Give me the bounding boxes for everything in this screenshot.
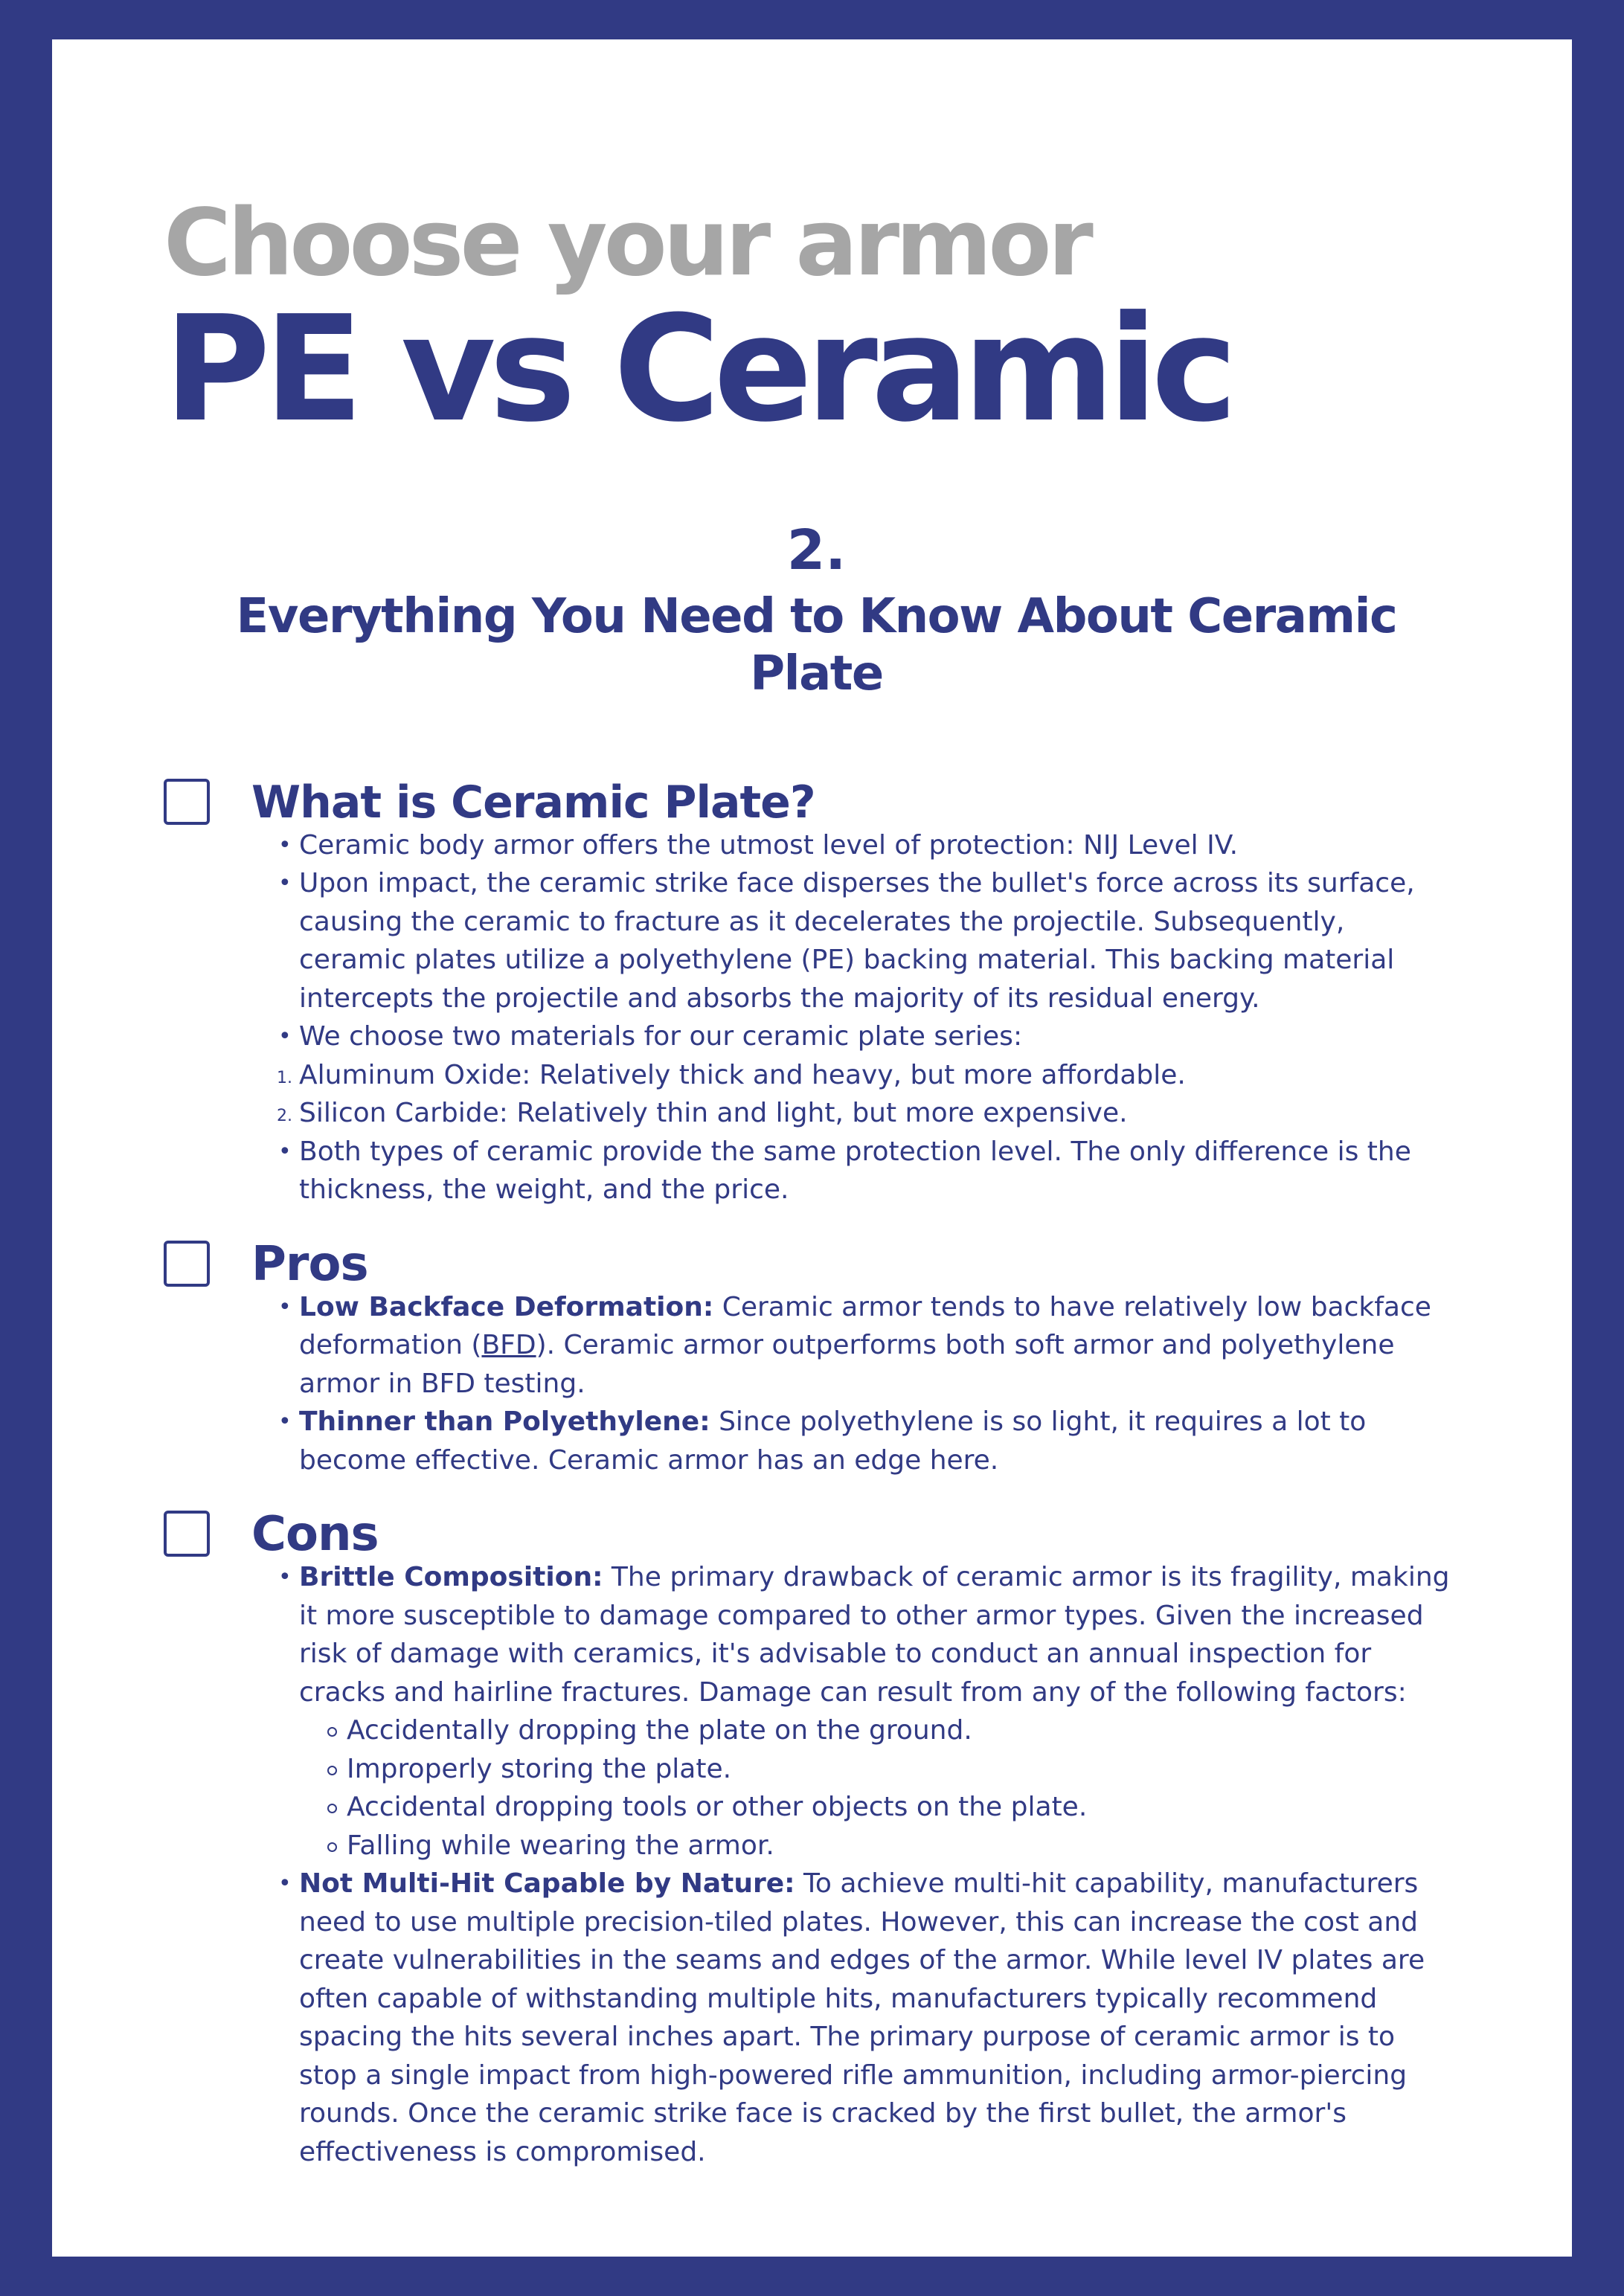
what-is-heading: What is Ceramic Plate? xyxy=(251,776,815,829)
item-text: To achieve multi-hit capability, manufacturers need to use multiple precision-tiled plates. However, this can increase the cost and create vulnerabilities in the seams and edges of the armor. While level IV plates are often capable of withstanding multiple hits, manufacturers typically recommend spacing the hits several inches apart. The primary purpose of ceramic armor is to stop a single impact from high-powered rifle ammunition, including armor-piercing rounds. Once the ceramic strike face is cracked by the first bullet, the armor's effectiveness is compromised. xyxy=(299,1868,1425,2167)
pros-list xyxy=(251,1288,1453,1480)
checkbox-icon[interactable] xyxy=(164,779,210,825)
section-number: 2. xyxy=(786,518,847,582)
sub-list-item: Improperly storing the plate. xyxy=(347,1750,1453,1789)
list-item: • Ceramic body armor offers the utmost level of protection: NIJ Level IV. xyxy=(299,826,1453,865)
item-label: Low Backface Deformation: xyxy=(299,1291,714,1322)
list-item: • Both types of ceramic provide the same protection level. The only difference is the thickness, the weight, and the price. xyxy=(299,1133,1453,1209)
item-label: Brittle Composition: xyxy=(299,1562,603,1593)
sub-list-item: Accidental dropping tools or other objects on the plate. xyxy=(347,1788,1453,1827)
item-text: Since polyethylene is so light, it requires a lot to become effective. Ceramic armor has an edge here. xyxy=(299,1406,1367,1476)
list-item xyxy=(299,1558,1453,1865)
item-text: The primary drawback of ceramic armor is its fragility, making it more susceptible to damage compared to other armor types. Given the increased risk of damage with ceramics, it's advisable to conduct an annual inspection for cracks and hairline fractures. Damage can result from any of the following factors: xyxy=(299,1562,1450,1708)
what-is-section xyxy=(164,776,1453,1209)
page-sheet xyxy=(52,39,1572,2257)
item-text: Ceramic armor tends to have relatively low backface deformation ( xyxy=(299,1291,1431,1361)
cons-section xyxy=(164,1507,1453,2171)
pros-heading: Pros xyxy=(251,1236,368,1292)
list-item xyxy=(299,1288,1453,1403)
cons-heading: Cons xyxy=(251,1507,379,1563)
number-marker: 1. xyxy=(277,1068,292,1087)
kicker-title: Choose your armor xyxy=(164,190,1090,297)
factors-list xyxy=(299,1711,1453,1865)
headline-title: PE vs Ceramic xyxy=(164,285,1231,454)
list-item xyxy=(299,1865,1453,2171)
numbered-item-text: Silicon Carbide: Relatively thin and light, but more expensive. xyxy=(299,1098,1128,1129)
checkbox-icon[interactable] xyxy=(164,1511,210,1557)
item-text: ). Ceramic armor outperforms both soft armor and polyethylene armor in BFD testing. xyxy=(299,1330,1395,1399)
sub-list-item: Falling while wearing the armor. xyxy=(347,1827,1453,1865)
item-label: Thinner than Polyethylene: xyxy=(299,1406,710,1438)
list-item: • We choose two materials for our ceramic plate series: xyxy=(299,1017,1453,1056)
numbered-item-text: Aluminum Oxide: Relatively thick and heavy, but more affordable. xyxy=(299,1059,1186,1090)
checkbox-icon[interactable] xyxy=(164,1241,210,1287)
bfd-link[interactable]: BFD xyxy=(481,1330,536,1361)
list-item: • Upon impact, the ceramic strike face disperses the bullet's force across its surface, causing the ceramic to fracture as it decelerates the projectile. Subsequently, ceramic plates utilize a polyethylene (PE) backing material. This backing material intercepts the projectile and absorbs the majority of its residual energy. xyxy=(299,864,1453,1017)
pros-section xyxy=(164,1236,1453,1480)
section-title: Everything You Need to Know About Ceramic Plate xyxy=(236,589,1397,701)
what-is-list xyxy=(251,826,1453,1209)
cons-list xyxy=(251,1558,1453,2171)
numbered-item xyxy=(277,1094,1453,1133)
number-marker: 2. xyxy=(277,1107,292,1126)
sub-list-item: Accidentally dropping the plate on the ground. xyxy=(347,1711,1453,1750)
list-item xyxy=(299,1403,1453,1479)
numbered-item xyxy=(277,1056,1453,1095)
item-label: Not Multi-Hit Capable by Nature: xyxy=(299,1868,795,1900)
